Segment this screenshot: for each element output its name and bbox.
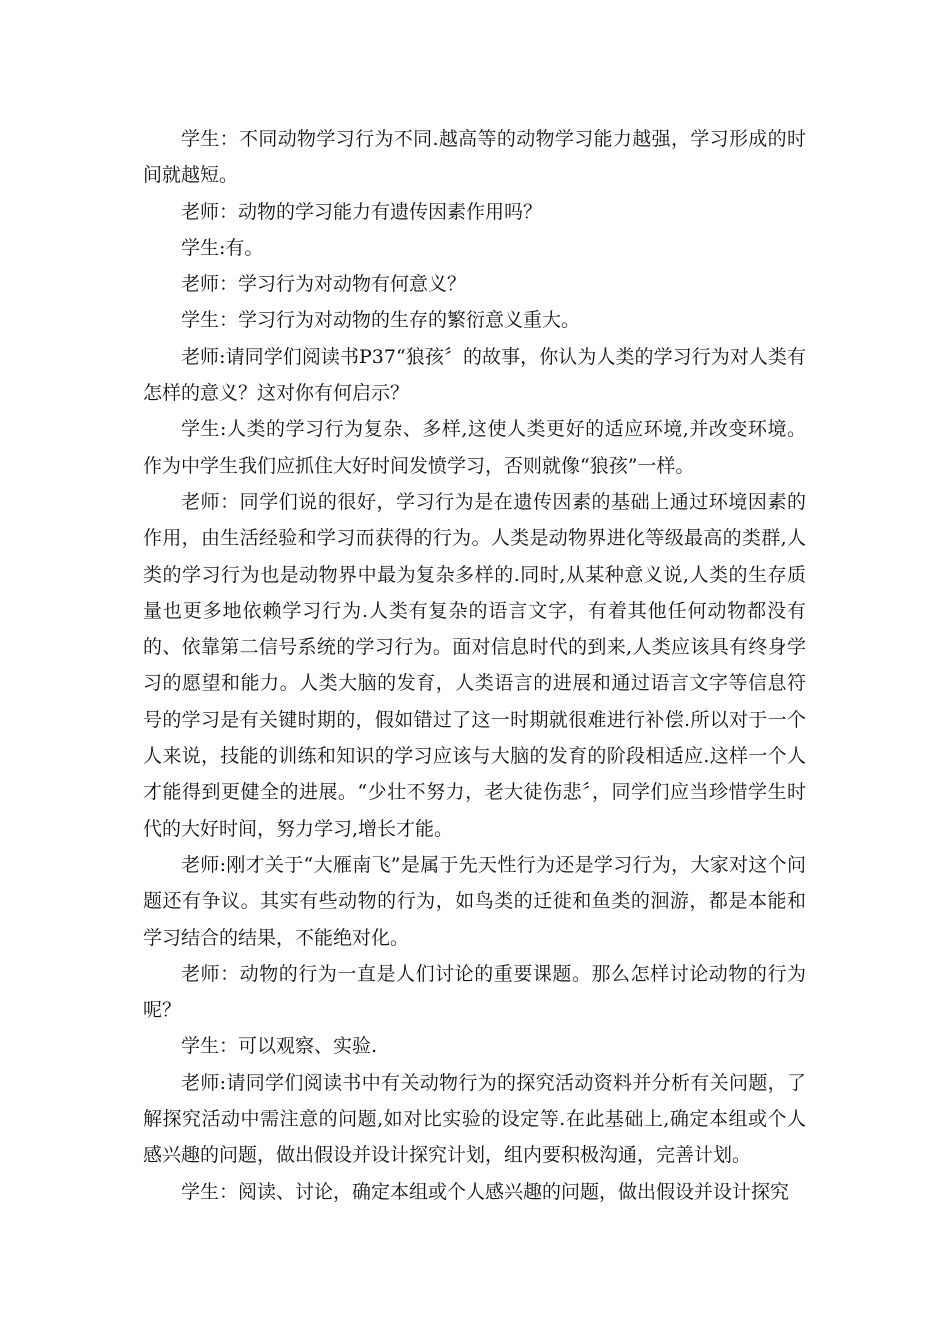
paragraph-teacher-7: 老师:请同学们阅读书中有关动物行为的探究活动资料并分析有关问题，了解探究活动中需注意的问题,如对比实验的设定等.在此基础上,确定本组或个人感兴趣的问题，做出假设并设计探究计划，组内要积极沟通，完善计划。 xyxy=(143,1071,806,1167)
paragraph-student-5: 学生：可以观察、实验. xyxy=(181,1035,378,1058)
paragraph-teacher-2: 老师：学习行为对动物有何意义？ xyxy=(181,273,467,296)
paragraph-teacher-1: 老师：动物的学习能力有遗传因素作用吗？ xyxy=(181,200,543,223)
paragraph-student-2: 学生:有。 xyxy=(181,236,264,259)
document-page xyxy=(143,121,806,1210)
paragraph-student-4: 学生:人类的学习行为复杂、多样,这使人类更好的适应环境,并改变环境。作为中学生我们应抓住大好时间发愤学习，否则就像“狼孩”一样。 xyxy=(143,418,806,477)
paragraph-teacher-3: 老师:请同学们阅读书P37“狼孩〞的故事，你认为人类的学习行为对人类有怎样的意义？这对你有何启示？ xyxy=(143,345,806,405)
paragraph-teacher-4: 老师：同学们说的很好，学习行为是在遗传因素的基础上通过环境因素的作用，由生活经验和学习而获得的行为。人类是动物界进化等级最高的类群,人类的学习行为也是动物界中最为复杂多样的.同时,从某种意义说,人类的生存质量也更多地依赖学习行为.人类有复杂的语言文字，有着其他任何动物都没有的、依靠第二信号系统的学习行为。面对信息时代的到来,人类应该具有终身学习的愿望和能力。人类大脑的发育，人类语言的进展和通过语言文字等信息符号的学习是有关键时期的，假如错过了这一时期就很难进行补偿.所以对于一个人来说，技能的训练和知识的学习应该与大脑的发育的阶段相适应.这样一个人才能得到更健全的进展。“少壮不努力，老大徒伤悲〞，同学们应当珍惜学生时代的大好时间，努力学习,增长才能。 xyxy=(143,490,806,840)
paragraph-student-3: 学生：学习行为对动物的生存的繁衍意义重大。 xyxy=(181,309,581,332)
paragraph-teacher-5: 老师:刚才关于“大雁南飞”是属于先天性行为还是学习行为，大家对这个问题还有争议。其实有些动物的行为，如鸟类的迁徙和鱼类的洄游，都是本能和学习结合的结果，不能绝对化。 xyxy=(143,853,806,949)
paragraph-student-6: 学生：阅读、讨论，确定本组或个人感兴趣的问题，做出假设并设计探究 xyxy=(181,1180,790,1203)
paragraph-student-1: 学生：不同动物学习行为不同.越高等的动物学习能力越强，学习形成的时间就越短。 xyxy=(143,128,806,187)
paragraph-teacher-6: 老师：动物的行为一直是人们讨论的重要课题。那么怎样讨论动物的行为呢？ xyxy=(143,962,806,1022)
